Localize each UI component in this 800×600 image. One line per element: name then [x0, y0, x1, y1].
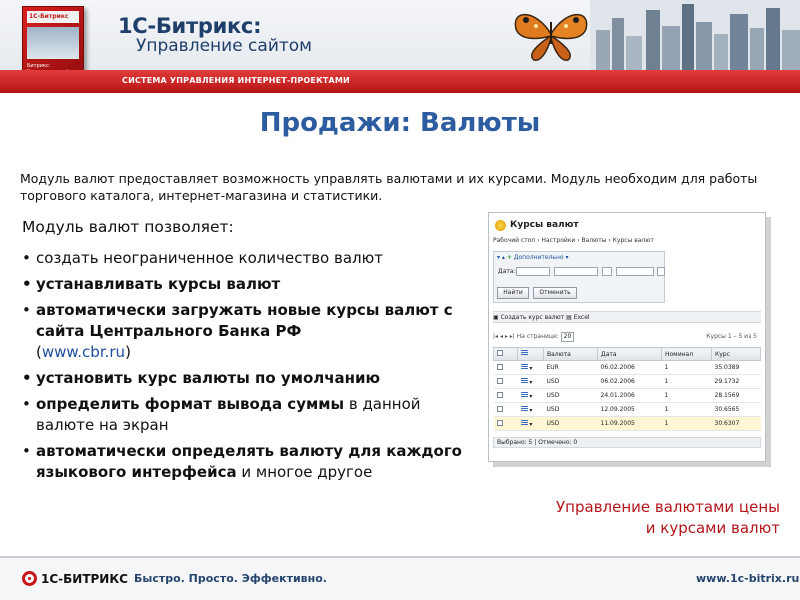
header-band — [0, 70, 800, 93]
date-cell: 06.02.2006 — [598, 375, 662, 389]
page-title: Продажи: Валюты — [259, 108, 541, 138]
feature-list — [22, 248, 472, 488]
per-page-label: На странице: — [516, 333, 559, 340]
pager-row — [493, 331, 761, 343]
date-cell: 11.09.2005 — [598, 417, 662, 431]
box-picture — [27, 27, 79, 59]
menu-icon[interactable] — [521, 420, 528, 426]
box-text: Битрикс: — [27, 63, 51, 69]
intro-text: Модуль валют предоставляет возможность управлять валютами и их курсами. Модуль необходим для работы торгового каталога, интернет-магазина и статистики. — [20, 171, 758, 203]
currency-cell: USD — [544, 375, 598, 389]
date-from-input[interactable] — [554, 267, 598, 276]
nominal-cell: 1 — [662, 361, 712, 375]
paren-close: ) — [125, 343, 131, 361]
rate-cell: 35.0389 — [712, 361, 761, 375]
table-row[interactable] — [494, 403, 761, 417]
nominal-cell: 1 — [662, 375, 712, 389]
row-menu-cell[interactable]: ▾ — [518, 417, 544, 431]
footer-logo — [22, 571, 128, 586]
row-menu-cell[interactable]: ▾ — [518, 389, 544, 403]
filter-more-label: Дополнительно — [513, 254, 564, 261]
row-menu-cell[interactable]: ▾ — [518, 375, 544, 389]
box-top-label: 1С-Битрикс — [27, 11, 79, 23]
screenshot-title — [495, 217, 579, 233]
excel-button[interactable]: Excel — [573, 314, 590, 321]
feature-text: автоматически загружать новые курсы валют с сайта Центрального Банка РФ — [36, 301, 453, 340]
row-menu-cell[interactable]: ▾ — [518, 403, 544, 417]
footer-logo-text: 1С-БИТРИКС — [41, 571, 128, 586]
row-checkbox-cell[interactable] — [494, 361, 518, 375]
city-skyline-image — [590, 0, 800, 70]
table-header-row — [494, 348, 761, 361]
row-checkbox-cell[interactable] — [494, 403, 518, 417]
lead-text: Модуль валют позволяет: — [22, 218, 234, 236]
feature-item — [22, 274, 472, 295]
product-title: 1С-Битрикс: — [118, 14, 262, 38]
nominal-cell: 1 — [662, 389, 712, 403]
butterfly-icon — [506, 4, 596, 64]
product-subtitle: Управление сайтом — [136, 36, 312, 56]
create-rate-button[interactable]: Создать курс валют — [500, 314, 565, 321]
footer-url-link[interactable]: www.1c-bitrix.ru — [696, 572, 800, 585]
chevron-down-icon: ▾ — [563, 254, 569, 261]
selected-count: Выбрано: 5 — [497, 439, 533, 446]
menu-icon[interactable] — [521, 364, 528, 370]
date-cell: 24.01.2006 — [598, 389, 662, 403]
menu-icon — [521, 350, 528, 356]
feature-text-normal: и многое другое — [236, 463, 373, 481]
actions-header — [518, 348, 544, 361]
rates-table — [493, 347, 761, 431]
filter-panel — [493, 251, 665, 303]
feature-item — [22, 441, 472, 483]
filter-more-row[interactable] — [497, 254, 568, 261]
filter-arrows-icon: ▾ ▴ — [497, 254, 507, 261]
checkbox[interactable] — [497, 420, 503, 426]
per-page-select[interactable]: 20 — [561, 332, 575, 342]
menu-icon[interactable] — [521, 406, 528, 412]
table-row[interactable] — [494, 361, 761, 375]
screenshot-title-text: Курсы валют — [510, 220, 579, 230]
list-toolbar — [493, 311, 761, 323]
rate-cell: 28.1569 — [712, 389, 761, 403]
date-cell: 06.02.2006 — [598, 361, 662, 375]
feature-item — [22, 300, 472, 363]
feature-text: автоматически определять валюту для каждого языкового интерфейса — [36, 442, 462, 481]
column-header[interactable]: Курс — [712, 348, 761, 361]
checkbox[interactable] — [497, 364, 503, 370]
find-button[interactable]: Найти — [497, 287, 529, 299]
feature-text: определить формат вывода суммы — [36, 395, 345, 413]
screenshot-caption — [480, 497, 780, 539]
header-band-text: СИСТЕМА УПРАВЛЕНИЯ ИНТЕРНЕТ-ПРОЕКТАМИ — [122, 76, 350, 85]
menu-icon[interactable] — [521, 378, 528, 384]
calendar-icon[interactable] — [602, 267, 612, 276]
checkbox[interactable] — [497, 378, 503, 384]
feature-item — [22, 248, 472, 269]
date-to-input[interactable] — [616, 267, 654, 276]
caption-line: и курсами валют — [645, 519, 780, 537]
menu-icon[interactable] — [521, 392, 528, 398]
currency-cell: USD — [544, 403, 598, 417]
checkbox[interactable] — [497, 350, 503, 356]
bitrix-logo-icon — [22, 571, 37, 586]
cbr-link[interactable]: www.cbr.ru — [41, 343, 126, 361]
date-type-select[interactable] — [516, 267, 550, 276]
checkbox[interactable] — [497, 406, 503, 412]
row-checkbox-cell[interactable] — [494, 389, 518, 403]
footer-slogan: Быстро. Просто. Эффективно. — [134, 572, 327, 585]
nominal-cell: 1 — [662, 403, 712, 417]
calendar-icon[interactable] — [657, 267, 665, 276]
paren-open: ( — [36, 343, 42, 361]
feature-text: устанавливать курсы валют — [36, 275, 281, 293]
rate-cell: 30.6565 — [712, 403, 761, 417]
breadcrumb[interactable]: Рабочий стол › Настройки › Валюты › Курсы валют — [493, 237, 654, 244]
feature-item — [22, 394, 472, 436]
nominal-cell: 1 — [662, 417, 712, 431]
excel-icon: ▤ — [566, 314, 574, 321]
date-cell: 12.09.2005 — [598, 403, 662, 417]
table-row[interactable] — [494, 389, 761, 403]
create-icon: ▣ — [493, 314, 501, 321]
caption-line: Управление валютами цены — [556, 498, 780, 516]
date-label: Дата: — [498, 268, 516, 275]
pager-arrows-icon[interactable]: |◂ ◂ ▸ ▸| — [493, 333, 517, 340]
admin-screenshot — [488, 212, 766, 462]
rate-cell: 29.1732 — [712, 375, 761, 389]
plus-icon: + — [506, 254, 512, 261]
feature-item — [22, 368, 472, 389]
feature-text: установить курс валюты по умолчанию — [36, 369, 381, 387]
currency-cell: USD — [544, 417, 598, 431]
select-all-header[interactable] — [494, 348, 518, 361]
currency-cell: USD — [544, 389, 598, 403]
row-checkbox-cell[interactable] — [494, 417, 518, 431]
marked-count: Отмечено: 0 — [538, 439, 578, 446]
range-label: Курсы 1 – 5 из 5 — [706, 333, 757, 340]
table-row[interactable] — [494, 375, 761, 389]
header-banner — [0, 0, 800, 93]
currency-cell: EUR — [544, 361, 598, 375]
table-row[interactable] — [494, 417, 761, 431]
column-header[interactable]: Номинал — [662, 348, 712, 361]
column-header[interactable]: Дата — [598, 348, 662, 361]
row-checkbox-cell[interactable] — [494, 375, 518, 389]
table-footer: Выбрано: 5 | Отмечено: 0 — [493, 437, 761, 448]
row-menu-cell[interactable]: ▾ — [518, 361, 544, 375]
feature-text: создать неограниченное количество валют — [36, 249, 383, 267]
rate-cell: 30.6307 — [712, 417, 761, 431]
currency-rates-icon — [495, 220, 506, 231]
column-header[interactable]: Валюта — [544, 348, 598, 361]
cancel-button[interactable]: Отменить — [533, 287, 577, 299]
checkbox[interactable] — [497, 392, 503, 398]
feature-text-normal: в данной валюте на экран — [36, 395, 421, 434]
